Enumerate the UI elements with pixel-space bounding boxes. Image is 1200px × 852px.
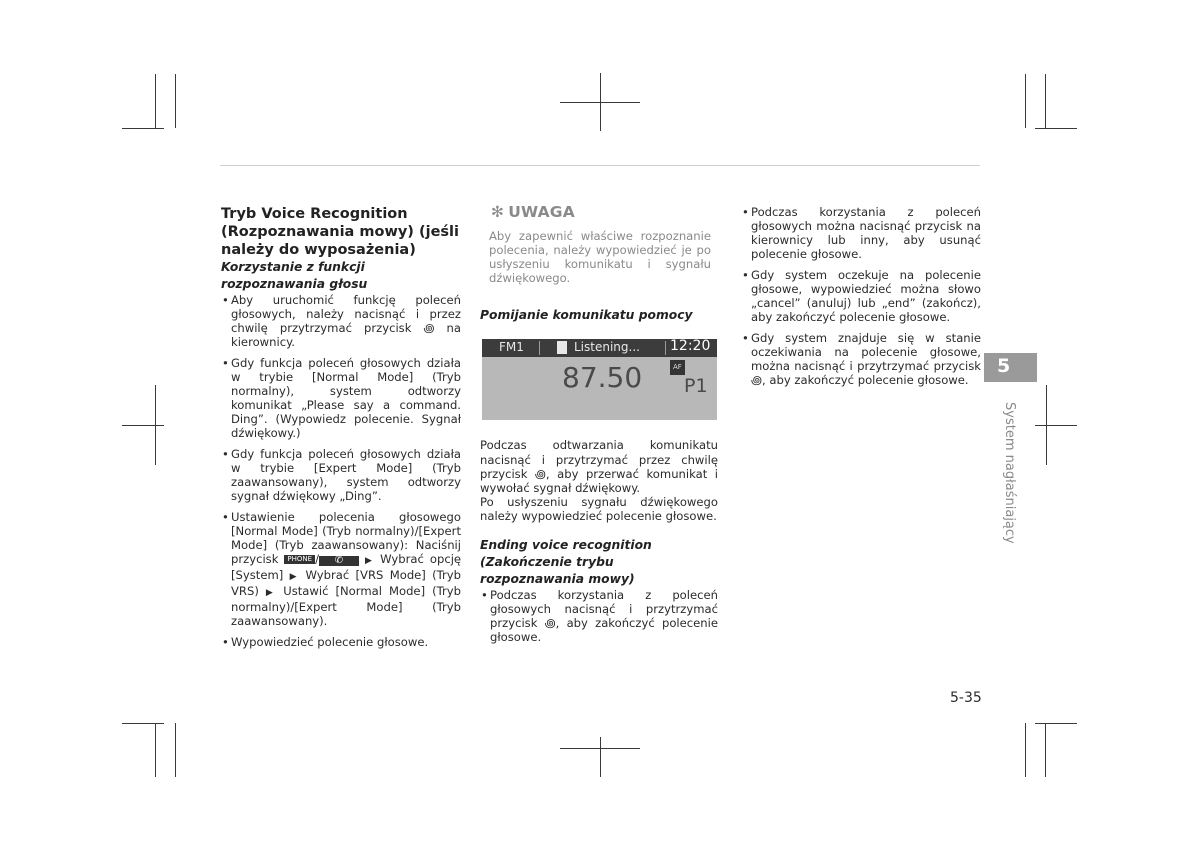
frequency: 87.50: [562, 361, 643, 395]
page-number: 5-35: [950, 690, 982, 706]
crop-mark: [1035, 723, 1077, 724]
crop-mark: [1035, 425, 1077, 426]
note-text: Aby zapewnić właściwe rozpoznanie polecenia, należy wypowiedzieć je po usłyszeniu komunikatu i sygnału dźwiękowego.: [489, 229, 711, 286]
voice-phone-icon: [557, 341, 567, 354]
clock: 12:20: [670, 338, 711, 355]
crop-mark: [600, 737, 601, 777]
setting-step: Ustawienie polecenia głosowego [Normal Mode] (Tryb normalny)/[Expert Mode] (Tryb zaawansowany): Naciśnij przycisk: [231, 509, 461, 567]
list-item: • Podczas korzystania z poleceń głosowych można nacisnąć przycisk na kierownicy lub inny, aby usunąć polecenie głosowe.: [741, 205, 981, 261]
divider: [665, 341, 666, 355]
setting-step: Wybrać [VRS Mode] (Tryb VRS): [231, 568, 462, 599]
note-star-icon: ✻: [491, 203, 505, 221]
call-button-icon: ✆: [319, 556, 359, 566]
crop-mark: [175, 74, 176, 128]
list-item: • Gdy funkcja poleceń głosowych działa w trybie [Expert Mode] (Tryb zaawansowany), system odtworzy sygnał dźwiękowy „Ding”.: [221, 447, 461, 503]
listening-status: Listening...: [574, 340, 640, 355]
crop-mark: [1025, 74, 1026, 128]
arrow-right-icon: ▶: [364, 556, 375, 567]
chapter-tab: [984, 353, 1037, 382]
arrow-right-icon: ▶: [265, 588, 277, 599]
crop-mark: [155, 385, 156, 465]
crop-mark: [122, 128, 164, 129]
note-title: UWAGA: [508, 203, 575, 221]
chapter-number: 5: [997, 355, 1011, 377]
list-item: • Gdy system oczekuje na polecenie głosowe, wypowiedzieć można słowo „cancel” (anuluj) lub „end” (zakończ), aby zakończyć polecenie głosowe.: [741, 268, 981, 324]
af-badge: AF: [670, 360, 685, 374]
crop-mark: [1046, 385, 1047, 465]
skip-text: Podczas odtwarzania komunikatu nacisnąć i przytrzymać przez chwilę przycisk ꩜, aby przerwać komunikat i wywołać sygnał dźwiękowy.: [480, 438, 718, 495]
instruction-list: [221, 293, 461, 649]
preset: P1: [684, 375, 708, 398]
list-item: • Podczas korzystania z poleceń głosowych nacisnąć i przytrzymać przycisk ꩜, aby zakończyć polecenie głosowe.: [480, 588, 718, 644]
section-subtitle: Korzystanie z funkcji rozpoznawania głosu: [221, 260, 368, 291]
crop-mark: [1045, 74, 1046, 128]
list-item: • Ustawienie polecenia głosowego [Normal Mode] (Tryb normalny)/[Expert Mode] (Tryb zaawansowany): Naciśnij przycisk PHONE / ✆ ▶ Wybrać opcję [System] ▶ Wybrać [VRS Mode] (Tryb VRS) ▶ Ustawić [Normal Mode] (Tryb normalny)/[Expert Mode] (Tryb zaawansowany).: [221, 510, 461, 629]
end-list: [480, 588, 718, 644]
arrow-right-icon: ▶: [289, 572, 300, 583]
crop-mark: [155, 723, 156, 777]
crop-mark: [1025, 723, 1026, 777]
setting-step: Wybrać opcję [System]: [231, 552, 462, 583]
cancel-list: [741, 205, 981, 387]
crop-mark: [1035, 128, 1077, 129]
crop-mark: [600, 73, 601, 131]
skip-text-2: Po usłyszeniu sygnału dźwiękowego należy wypowiedzieć polecenie głosowe.: [480, 494, 718, 523]
list-item: • Gdy funkcja poleceń głosowych działa w trybie [Normal Mode] (Tryb normalny), system odtworzy komunikat „Please say a command. Ding”. (Wypowiedz polecenie. Sygnał dźwiękowy.): [221, 356, 461, 441]
divider: [539, 341, 540, 355]
list-item: • Wypowiedzieć polecenie głosowe.: [221, 635, 461, 649]
list-item: • Gdy system znajduje się w stanie oczekiwania na polecenie głosowe, można nacisnąć i przytrzymać przycisk ꩜, aby zakończyć polecenie głosowe.: [741, 331, 981, 387]
phone-button-icon: PHONE: [284, 555, 315, 564]
crop-mark: [1045, 723, 1046, 777]
column-cancel: [741, 205, 981, 394]
end-heading: Ending voice recognition (Zakończenie trybu rozpoznawania mowy): [480, 538, 652, 587]
crop-mark: [155, 74, 156, 128]
section-title: Tryb Voice Recognition (Rozpoznawania mowy) (jeśli należy do wyposażenia): [221, 206, 459, 258]
column-voice-recognition: [221, 205, 461, 656]
note-heading: [491, 205, 718, 219]
column-note-and-skip: [480, 205, 718, 651]
skip-heading: Pomijanie komunikatu pomocy: [480, 308, 693, 323]
crop-mark: [122, 425, 164, 426]
radio-display-screen: [482, 339, 717, 420]
band-label: FM1: [499, 340, 524, 355]
setting-step: Ustawić [Normal Mode] (Tryb normalny)/[Expert Mode] (Tryb zaawansowany).: [231, 584, 462, 629]
crop-mark: [122, 723, 164, 724]
header-rule: [220, 165, 980, 166]
crop-mark: [175, 723, 176, 777]
chapter-title: System nagłaśniający: [1002, 402, 1017, 544]
list-item: • Aby uruchomić funkcję poleceń głosowych, należy nacisnąć i przez chwilę przytrzymać przycisk ꩜ na kierownicy.: [221, 293, 461, 349]
